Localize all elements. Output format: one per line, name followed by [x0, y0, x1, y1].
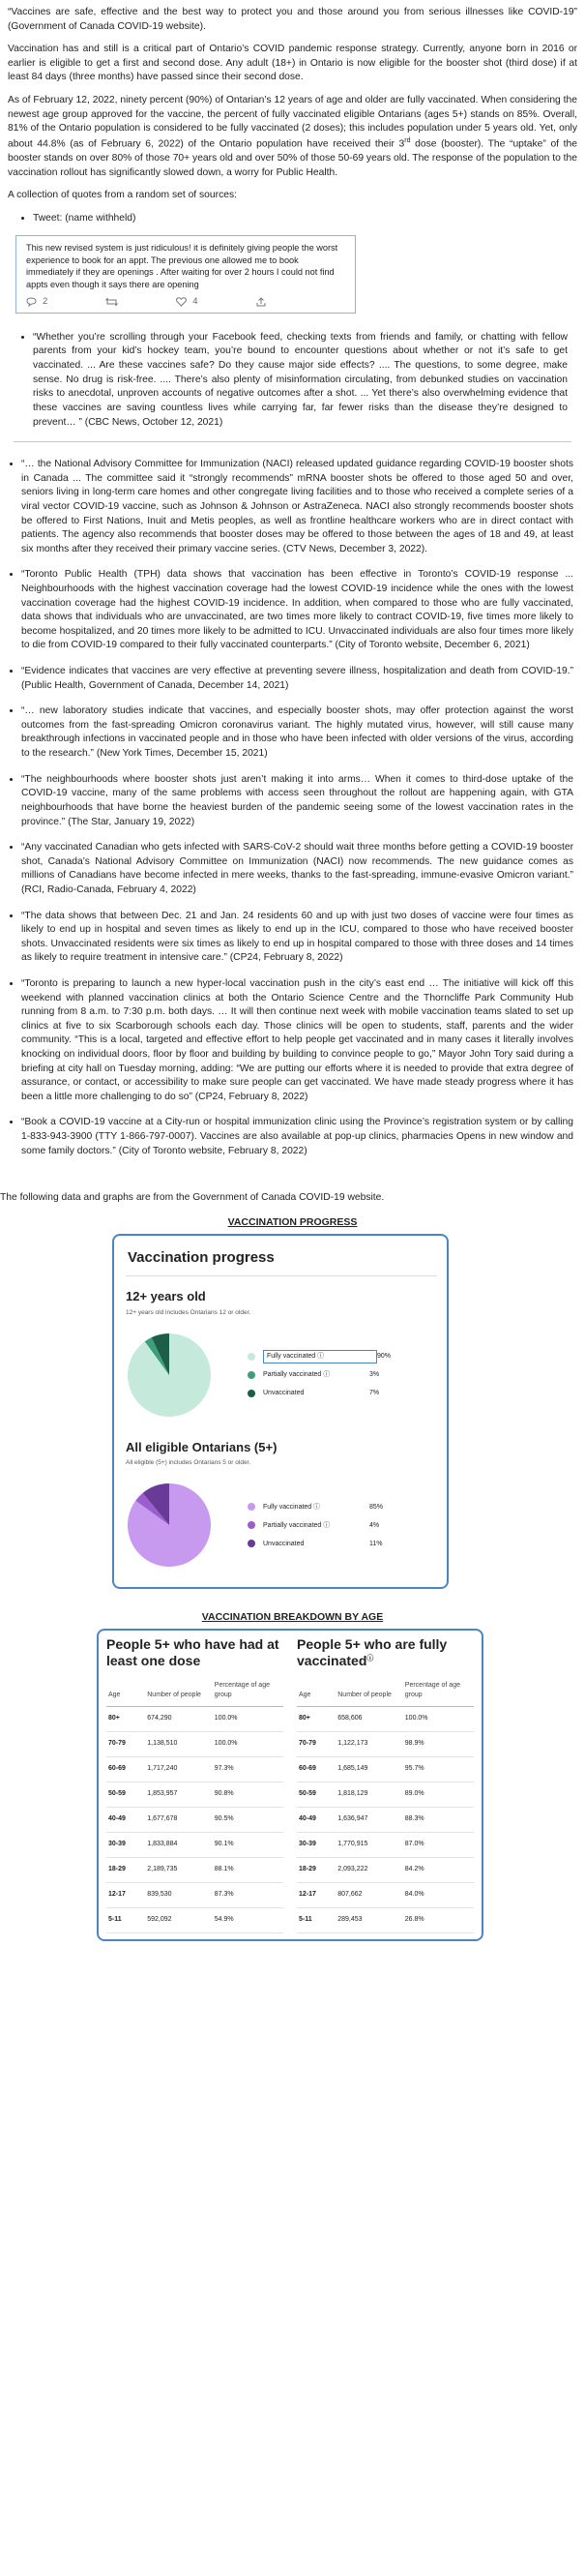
group5-pie-chart — [126, 1482, 213, 1569]
table-row — [106, 1706, 283, 1731]
partially-vaccinated-label[interactable]: Partially vaccinated ⓘ — [263, 1370, 331, 1378]
group5-chart-row — [126, 1473, 437, 1577]
reply-count: 2 — [43, 296, 48, 308]
quote-item: • “Book a COVID-19 vaccine at a City-run or hospital immunization clinic using the Province’s registration system or by calling 1-833-943-3900 (TTY 1-866-797-0007). Vaccines are also available at pop-up clinics, pharmacies Opens in new window and some family doctors.” (City of Toronto website, February 8, 2022) — [21, 1116, 573, 1158]
table-row — [106, 1807, 283, 1832]
table-row — [106, 1731, 283, 1756]
age-cell: 80+ — [297, 1706, 336, 1731]
table-row — [106, 1907, 283, 1932]
age-cell: 80+ — [106, 1706, 145, 1731]
table-row — [106, 1782, 283, 1807]
number-cell: 1,770,915 — [336, 1832, 403, 1857]
info-icon[interactable]: ⓘ — [317, 1352, 325, 1360]
fully-vaccinated-table — [297, 1679, 474, 1933]
quote-item: • “… the National Advisory Committee for Immunization (NACI) released updated guidance regarding COVID-19 booster shots in Canada ... The committee said it “strongly recommends” mRNA booster shots be offered to those aged 50 and over, seniors living in long-term care homes and other congregate living facilities and to those who received a complete series of a viral vector COVID-19 vaccine, such as Johnson & Johnson or AstraZeneca. NACI also strongly recommends booster shots be offered to First Nations, Inuit and Metis peoples, as well as frontline healthcare workers who are in direct contact with patients. The agency also recommends that booster doses may be offered to those between the ages of 18 and 49, at least six months after they received their primary vaccine series. (CTV News, December 3, 2022). — [21, 458, 573, 556]
age-cell: 50-59 — [106, 1782, 145, 1807]
fully-vaccinated-label[interactable]: Fully vaccinated ⓘ — [263, 1503, 321, 1511]
percent-cell: 90.8% — [213, 1782, 283, 1807]
percent-cell: 90.1% — [213, 1832, 283, 1857]
fully-vaccinated-dot — [248, 1353, 255, 1361]
quote-item: • “… new laboratory studies indicate that vaccines, and especially booster shots, may offer protection against the worst outcomes from the fast-spreading Omicron coronavirus variant. The highly mutated virus, however, will still cause many breakthrough infections in vaccinated people and in those who have been infected with older versions of the virus, according to the research.” (New York Times, December 15, 2021) — [21, 704, 573, 761]
legend-row-partial — [248, 1365, 431, 1384]
statistics-paragraph — [8, 94, 577, 180]
quote-item: • “Whether you’re scrolling through your Facebook feed, checking texts from friends and family, or chatting with fellow parents from your kid’s hockey team, you’re bound to encounter questions about whether or not it’s safe to get vaccinated. ... Are these vaccines safe? Do they cause major side effects? .... The questions, to some degree, make sense. No drug is risk-free. .... There’s also plenty of misinformation circulating, from debunked studies on vaccination risks to anecdotal, unproven accounts of negative outcomes after a shot. ... Yet there’s also overwhelming evidence that these vaccines are saving countless lives while carrying far, far fewer risks than the disease they’re designed to prevent… ” (CBC News, October 12, 2021) — [33, 331, 568, 430]
group5-legend — [248, 1498, 431, 1553]
percent-cell: 97.3% — [213, 1756, 283, 1782]
age-cell: 70-79 — [106, 1731, 145, 1756]
group5-note: All eligible (5+) includes Ontarians 5 or older. — [126, 1459, 251, 1467]
number-cell: 1,685,149 — [336, 1756, 403, 1782]
number-header: Number of people — [336, 1679, 403, 1706]
like-action[interactable] — [176, 296, 197, 309]
number-cell: 807,662 — [336, 1882, 403, 1907]
number-cell: 1,853,957 — [145, 1782, 213, 1807]
table-row — [297, 1907, 474, 1932]
info-icon[interactable]: ⓘ — [323, 1370, 331, 1378]
tweet-card — [15, 235, 356, 314]
group12-legend — [248, 1347, 431, 1402]
percent-cell: 26.8% — [403, 1907, 474, 1932]
quotes-list-a — [0, 212, 585, 226]
at-least-one-dose-title: People 5+ who have had at least one dose — [106, 1636, 279, 1669]
unvaccinated-dot — [248, 1390, 255, 1397]
fully-vaccinated-column — [297, 1634, 474, 1932]
number-cell: 289,453 — [336, 1907, 403, 1932]
number-cell: 1,833,884 — [145, 1832, 213, 1857]
table-row — [297, 1706, 474, 1731]
age-cell: 5-11 — [297, 1907, 336, 1932]
fully-vaccinated-label[interactable]: Fully vaccinated ⓘ — [263, 1350, 377, 1363]
reply-icon — [26, 297, 37, 307]
legend-row-fully — [248, 1347, 431, 1365]
quote-item: • “Toronto Public Health (TPH) data shows that vaccination has been effective in Toronto’s COVID-19 response ... Neighbourhoods with the highest vaccination coverage had the lowest COVID-19 incidence while the ones with the lowest vaccination coverage had the highest COVID-19 incidence. In addition, when compared to those who are fully vaccinated, data shows that individuals who are unvaccinated, are two times more likely to contract COVID-19, five times more likely to become hospitalized, and 20 times more likely to be admitted to ICU. Unvaccinated individuals are also four times more likely to die from COVID-19 compared to their fully vaccinated counterparts.” (City of Toronto website, December 6, 2021) — [21, 568, 573, 653]
info-icon[interactable]: ⓘ — [323, 1521, 331, 1529]
percent-cell: 87.3% — [213, 1882, 283, 1907]
tweet-text: This new revised system is just ridiculous! it is definitely giving people the worst experience to book for an appt. The previous one allowed me to book immediately if they are openings . After waiting for over 2 hours I could not find appts even though it says there are opening — [26, 243, 338, 289]
unvaccinated-label: Unvaccinated — [263, 1540, 305, 1547]
legend-row-unvaccinated — [248, 1384, 431, 1402]
partially-vaccinated-label[interactable]: Partially vaccinated ⓘ — [263, 1521, 331, 1529]
age-cell: 40-49 — [297, 1807, 336, 1832]
number-cell: 1,138,510 — [145, 1731, 213, 1756]
vaccination-progress-title: VACCINATION PROGRESS — [227, 1215, 358, 1228]
number-header: Number of people — [145, 1679, 213, 1706]
group12-title: 12+ years old — [126, 1289, 206, 1304]
number-cell: 592,092 — [145, 1907, 213, 1932]
table-row — [297, 1756, 474, 1782]
percent-cell: 100.0% — [403, 1706, 474, 1731]
percent-cell: 95.7% — [403, 1756, 474, 1782]
age-cell: 5-11 — [106, 1907, 145, 1932]
quote-item: • “The data shows that between Dec. 21 and Jan. 24 residents 60 and up with just two doses of vaccine were four times as likely to end up in hospital and seven times as likely to end up in the ICU, compared to those who have received booster shots. Unvaccinated residents were six times as likely to end up in hospital compared to those with three doses and 14 times as likely to require treatment in intensive care.” (CP24, February 8, 2022) — [21, 910, 573, 966]
table-row — [297, 1832, 474, 1857]
number-cell: 1,717,240 — [145, 1756, 213, 1782]
percent-cell: 98.9% — [403, 1731, 474, 1756]
number-cell: 2,189,735 — [145, 1857, 213, 1882]
percent-cell: 100.0% — [213, 1731, 283, 1756]
number-cell: 658,606 — [336, 1706, 403, 1731]
partially-vaccinated-value: 3% — [369, 1370, 380, 1378]
age-cell: 30-39 — [106, 1832, 145, 1857]
quote-item: • “Any vaccinated Canadian who gets infected with SARS-CoV-2 should wait three months before getting a COVID-19 booster shot, Canada’s National Advisory Committee on Immunization (NACI) now recommends. The new guidance comes as millions of Canadians have become infected in mere weeks, thanks to the fast-spreading, immune-evasive Omicron variant.” (RCI, Radio-Canada, February 4, 2022) — [21, 841, 573, 897]
info-icon[interactable]: ⓘ — [366, 1655, 374, 1662]
stats-text-a: As of February 12, 2022, ninety percent (90%) of Ontarian’s 12 years of age and older are fully vaccinated. When considering the newest age group approved for the vaccine, the percent of fully vaccinated eligible Ontarians (ages 5+) stands on 85%. Overall, 81% of the Ontario population is considered to be fully vaccinated (2 doses); this includes population under 5 years old. Yet, only about 44.8% (as of February 6, 2022) of the Ontario population have received their 3 — [8, 95, 577, 150]
number-cell: 839,530 — [145, 1882, 213, 1907]
number-cell: 1,122,173 — [336, 1731, 403, 1756]
percent-cell: 90.5% — [213, 1807, 283, 1832]
age-header: Age — [297, 1679, 336, 1706]
percent-cell: 87.0% — [403, 1832, 474, 1857]
quotes-list-cbc — [0, 331, 585, 430]
at-least-one-dose-table — [106, 1679, 283, 1933]
quote-item: • “Evidence indicates that vaccines are very effective at preventing severe illness, hospitalization and death from COVID-19.” (Public Health, Government of Canada, December 14, 2021) — [21, 665, 573, 693]
retweet-action[interactable] — [105, 296, 118, 309]
tweet-actions — [26, 296, 345, 309]
intro-quote: “Vaccines are safe, effective and the best way to protect you and those around you from serious illnesses like COVID-19” (Government of Canada COVID-19 website). — [8, 7, 577, 32]
table-row — [106, 1882, 283, 1907]
unvaccinated-value: 7% — [369, 1389, 380, 1396]
percent-cell: 88.3% — [403, 1807, 474, 1832]
percent-cell: 84.0% — [403, 1882, 474, 1907]
fully-vaccinated-dot — [248, 1503, 255, 1511]
legend-row-partial — [248, 1516, 431, 1535]
percent-cell: 100.0% — [213, 1706, 283, 1731]
table-row — [297, 1807, 474, 1832]
percent-cell: 84.2% — [403, 1857, 474, 1882]
group5-title: All eligible Ontarians (5+) — [126, 1439, 278, 1454]
retweet-icon — [105, 297, 118, 307]
heart-icon — [176, 297, 187, 307]
data-intro: The following data and graphs are from the Government of Canada COVID-19 website. — [0, 1192, 385, 1204]
group12-pie-chart — [126, 1332, 213, 1419]
table-row — [297, 1857, 474, 1882]
partially-vaccinated-value: 4% — [369, 1521, 380, 1529]
tweet-item — [33, 212, 568, 226]
percent-header: Percentage of age group — [403, 1679, 474, 1706]
age-header: Age — [106, 1679, 145, 1706]
quotes-list-b — [0, 458, 585, 1158]
percent-cell: 88.1% — [213, 1857, 283, 1882]
unvaccinated-value: 11% — [369, 1540, 383, 1547]
table-row — [297, 1882, 474, 1907]
age-cell: 50-59 — [297, 1782, 336, 1807]
vaccination-progress-panel — [112, 1234, 449, 1590]
stats-superscript: rd — [404, 136, 411, 144]
tweet-label: • Tweet: (name withheld) — [33, 212, 136, 224]
vaccination-by-age-panel — [97, 1629, 483, 1940]
age-cell: 60-69 — [106, 1756, 145, 1782]
table-row — [297, 1731, 474, 1756]
group12-chart-row — [126, 1323, 437, 1427]
age-cell: 18-29 — [297, 1857, 336, 1882]
partially-vaccinated-dot — [248, 1371, 255, 1379]
age-cell: 12-17 — [106, 1882, 145, 1907]
like-count: 4 — [192, 296, 198, 308]
unvaccinated-label: Unvaccinated — [263, 1389, 305, 1396]
partially-vaccinated-dot — [248, 1521, 255, 1529]
percent-cell: 54.9% — [213, 1907, 283, 1932]
number-cell: 2,093,222 — [336, 1857, 403, 1882]
unvaccinated-dot — [248, 1540, 255, 1547]
fully-vaccinated-title: People 5+ who are fully vaccinatedⓘ — [297, 1636, 448, 1669]
legend-row-fully — [248, 1498, 431, 1516]
age-cell: 18-29 — [106, 1857, 145, 1882]
age-cell: 12-17 — [297, 1882, 336, 1907]
quote-item: • “The neighbourhoods where booster shots just aren’t making it into arms… When it comes to third-dose uptake of the COVID-19 vaccine, many of the same problems with access seen throughout the rollout are happening again, with GTA neighbourhoods that have borne the heaviest burden of the pandemic seeing some of the lowest vaccination rates in the province.” (The Star, January 19, 2022) — [21, 773, 573, 829]
stats-text-b: dose (booster). The “uptake” of the booster stands on over 80% of those 70+ years old and over 50% of those 50-69 years old. The response of the population to the vaccination rollout has significantly slowed down, a worry for Public Health. — [8, 138, 577, 178]
vaccination-progress-heading: Vaccination progress — [126, 1242, 437, 1276]
table-row — [297, 1782, 474, 1807]
group12-note: 12+ years old includes Ontarians 12 or older. — [126, 1308, 251, 1316]
fully-vaccinated-value: 90% — [377, 1352, 392, 1360]
share-icon — [256, 297, 266, 307]
divider — [14, 441, 571, 442]
age-cell: 40-49 — [106, 1807, 145, 1832]
eligibility-paragraph: Vaccination has and still is a critical part of Ontario’s COVID pandemic response strategy. Currently, anyone born in 2016 or earlier is eligible to get a first and second dose. Any adult (18+) in Ontario is now eligible for the booster shot (third dose) if at least 84 days (three months) have passed since their second dose. — [8, 44, 577, 83]
fully-vaccinated-value: 85% — [369, 1503, 384, 1511]
info-icon[interactable]: ⓘ — [313, 1503, 321, 1511]
vaccination-by-age-title: VACCINATION BREAKDOWN BY AGE — [201, 1611, 384, 1624]
at-least-one-dose-column — [106, 1634, 283, 1932]
share-action[interactable] — [256, 296, 266, 309]
percent-cell: 89.0% — [403, 1782, 474, 1807]
quotes-intro: A collection of quotes from a random set of sources: — [8, 190, 237, 201]
number-cell: 1,636,947 — [336, 1807, 403, 1832]
table-row — [106, 1832, 283, 1857]
number-cell: 1,818,129 — [336, 1782, 403, 1807]
percent-header: Percentage of age group — [213, 1679, 283, 1706]
table-row — [106, 1857, 283, 1882]
quote-item: • “Toronto is preparing to launch a new hyper-local vaccination push in the city’s east end … The initiative will kick off this weekend with planned vaccination clinics at both the Ontario Science Centre and the Thorncliffe Park Community Hub running from 8 a.m. to 7:30 p.m. both days. … It will then continue next week with mobile vaccination teams slated to set up clinics at five to six Scarborough schools each day. Those clinics will be open to students, staff, parents and the wider community. “This is a local, targeted and effective effort to help people get vaccinated and in many cases it literally involves knocking on individual doors, floor by floor and building by building to convince people to go,” Mayor John Tory said during a briefing at city hall on Tuesday morning, adding: “We are putting our efforts where it is needed to provide that extra degree of assurance, or contact, or accessibility to make sure people can get vaccinated. We have made steady progress where it has been a little more challenging to do so” (CP24, February 8, 2022) — [21, 977, 573, 1104]
age-cell: 30-39 — [297, 1832, 336, 1857]
table-row — [106, 1756, 283, 1782]
number-cell: 1,677,678 — [145, 1807, 213, 1832]
age-cell: 60-69 — [297, 1756, 336, 1782]
reply-action[interactable] — [26, 296, 47, 309]
legend-row-unvaccinated — [248, 1535, 431, 1553]
age-cell: 70-79 — [297, 1731, 336, 1756]
intro-section — [0, 0, 585, 203]
number-cell: 674,290 — [145, 1706, 213, 1731]
